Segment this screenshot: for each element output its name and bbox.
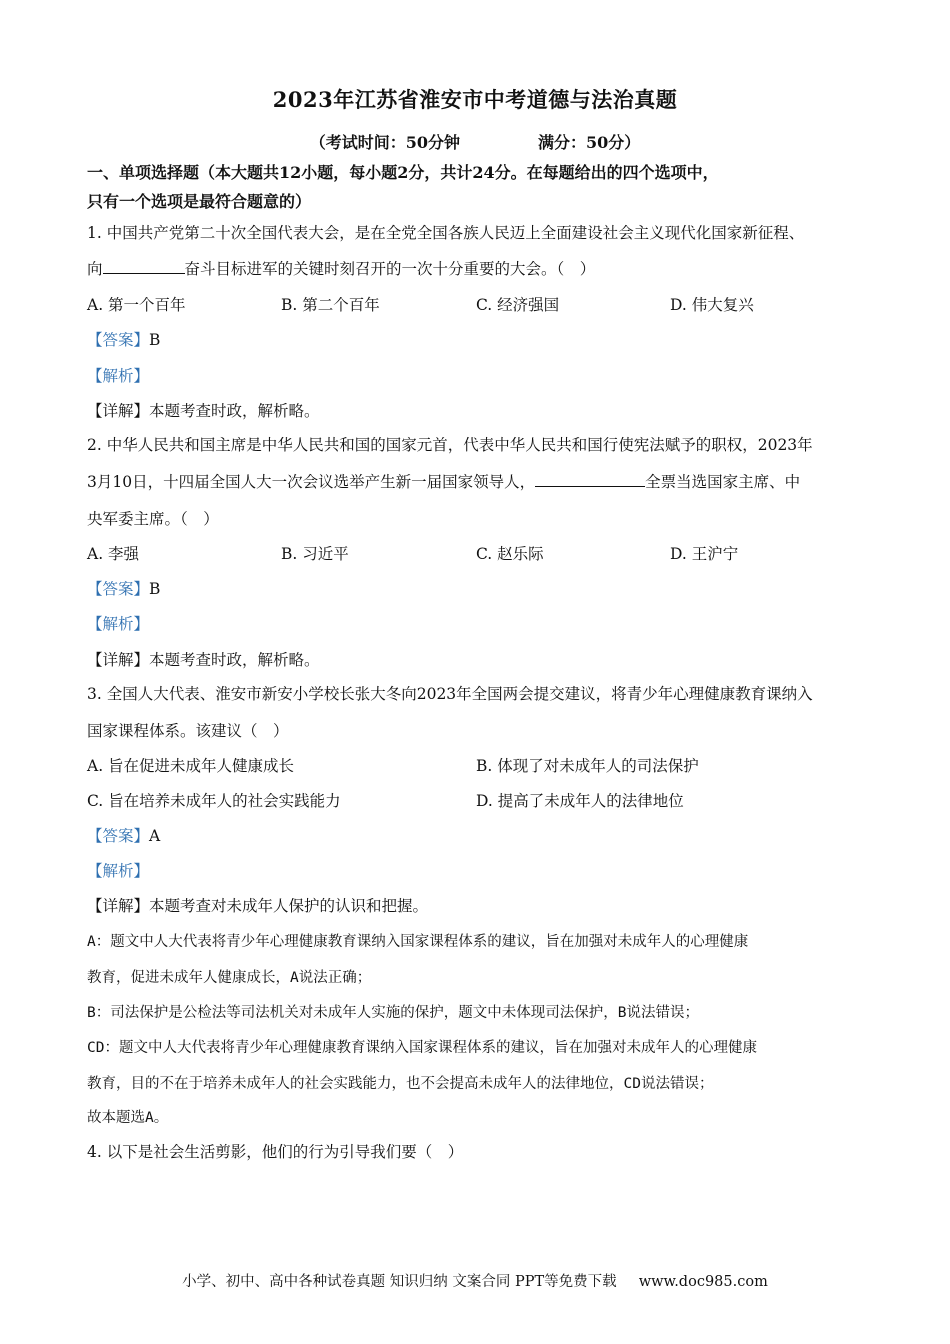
q2-stem-line2: 3月10日，十四届全国人大一次会议选举产生新一届国家领导人， 全票当选国家主席、中 <box>87 473 801 491</box>
footer-text: 小学、初中、高中各种试卷真题 知识归纳 文案合同 PPT等免费下载 <box>182 1274 617 1290</box>
exam-time: （考试时间：50分钟 <box>309 133 460 152</box>
q2-detail: 【详解】本题考查时政，解析略。 <box>87 651 320 669</box>
q2-option-b: B. 习近平 <box>281 545 349 563</box>
q1-detail: 【详解】本题考查时政，解析略。 <box>87 402 320 420</box>
q2-blank <box>535 472 645 487</box>
q3-analysis-label: 【解析】 <box>87 862 150 880</box>
q3-explain-line: CD：题文中人大代表将青少年心理健康教育课纳入国家课程体系的建议，旨在加强对未成年人的心理健康 <box>87 1040 757 1056</box>
q3-explain-line: 教育，促进未成年人健康成长，A说法正确； <box>87 970 372 986</box>
q3-option-b: B. 体现了对未成年人的司法保护 <box>476 757 699 775</box>
q3-stem-line1: 3. 全国人大代表、淮安市新安小学校长张大冬向2023年全国两会提交建议，将青少年心理健康教育课纳入 <box>87 685 813 703</box>
q3-option-d: D. 提高了未成年人的法律地位 <box>476 792 684 810</box>
q3-detail: 【详解】本题考查对未成年人保护的认识和把握。 <box>87 897 429 915</box>
q2-option-d: D. 王沪宁 <box>670 545 739 563</box>
q3-stem-line2: 国家课程体系。该建议（ ） <box>87 722 289 740</box>
q3-explain-line: B：司法保护是公检法等司法机关对未成年人实施的保护，题文中未体现司法保护，B说法错误； <box>87 1005 699 1021</box>
q1-option-a: A. 第一个百年 <box>87 296 186 314</box>
q1-option-b: B. 第二个百年 <box>281 296 380 314</box>
q2-option-c: C. 赵乐际 <box>476 545 544 563</box>
q1-blank <box>103 259 185 274</box>
q1-option-d: D. 伟大复兴 <box>670 296 754 314</box>
section-heading-line1: 一、单项选择题（本大题共12小题，每小题2分，共计24分。在每题给出的四个选项中， <box>87 163 719 182</box>
q3-explain-line: A：题文中人大代表将青少年心理健康教育课纳入国家课程体系的建议，旨在加强对未成年人的心理健康 <box>87 934 749 950</box>
q2-stem-line1: 2. 中华人民共和国主席是中华人民共和国的国家元首，代表中华人民共和国行使宪法赋予的职权，2023年 <box>87 436 813 454</box>
q3-explain-line: 故本题选A。 <box>87 1110 169 1126</box>
q1-answer: 【答案】B <box>87 331 161 349</box>
q3-option-c: C. 旨在培养未成年人的社会实践能力 <box>87 792 341 810</box>
q3-option-a: A. 旨在促进未成年人健康成长 <box>87 757 295 775</box>
q4-stem-line1: 4. 以下是社会生活剪影，他们的行为引导我们要（ ） <box>87 1143 464 1161</box>
page-footer <box>0 1270 950 1291</box>
q2-option-a: A. 李强 <box>87 545 140 563</box>
q2-analysis-label: 【解析】 <box>87 615 150 633</box>
section-heading-line2: 只有一个选项是最符合题意的） <box>87 192 312 211</box>
exam-meta <box>0 130 950 153</box>
q1-analysis-label: 【解析】 <box>87 367 150 385</box>
q3-explain-line: 教育，目的不在于培养未成年人的社会实践能力，也不会提高未成年人的法律地位，CD说法错误； <box>87 1076 714 1092</box>
q2-answer: 【答案】B <box>87 580 161 598</box>
exam-score: 满分：50分） <box>538 133 641 152</box>
q1-stem-line1: 1. 中国共产党第二十次全国代表大会，是在全党全国各族人民迈上全面建设社会主义现代化国家新征程、 <box>87 224 805 242</box>
q3-answer: 【答案】A <box>87 827 161 845</box>
q1-option-c: C. 经济强国 <box>476 296 560 314</box>
q1-stem-line2: 向 奋斗目标进军的关键时刻召开的一次十分重要的大会。（ ） <box>87 260 596 278</box>
footer-url[interactable]: www.doc985.com <box>638 1274 768 1290</box>
q2-stem-line3: 央军委主席。（ ） <box>87 510 219 528</box>
page-title: 2023年江苏省淮安市中考道德与法治真题 <box>272 87 678 112</box>
